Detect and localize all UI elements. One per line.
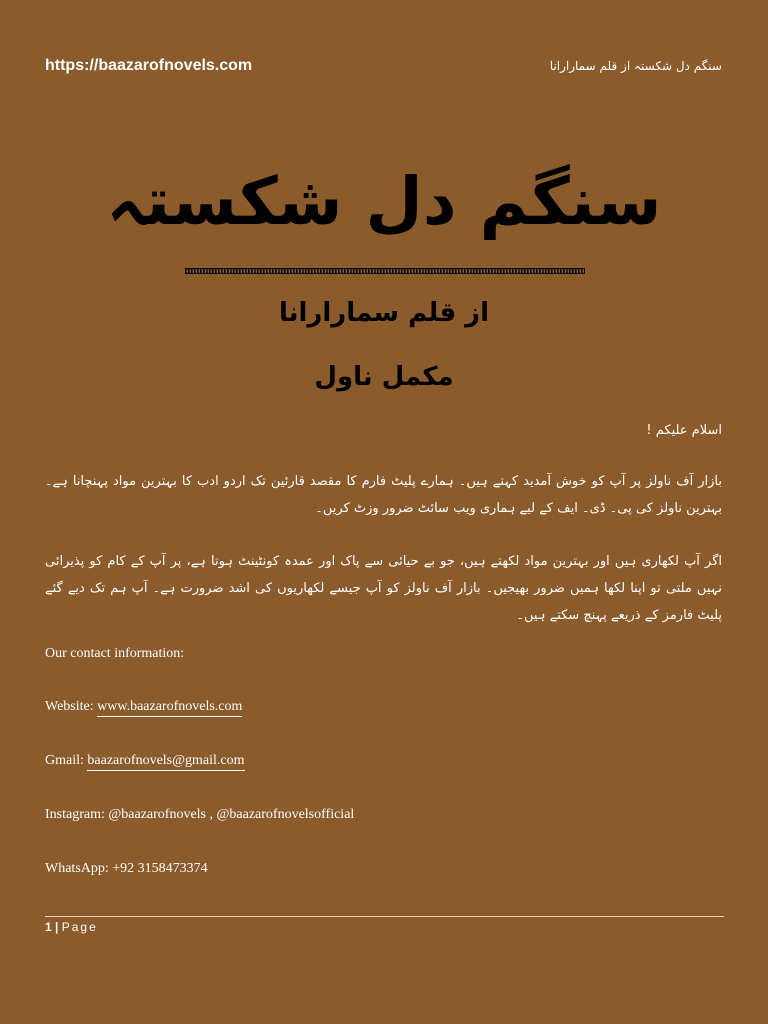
- instagram-handles: @baazarofnovels , @baazarofnovelsofficial: [108, 807, 355, 822]
- intro-paragraph: بازار آف ناولز پر آپ کو خوش آمدید کہتے ہیں۔ ہمارے پلیٹ فارم کا مقصد قارئین تک اردو ادب کا بہترین مواد پہنچانا ہے۔ بہترین ناولز کی پی۔ ڈی۔ ایف کے لیے ہماری ویب سائٹ ضرور وزٹ کریں۔: [45, 474, 722, 516]
- contact-gmail: [45, 751, 245, 771]
- footer-divider: [45, 916, 724, 917]
- page-number: 1: [45, 920, 52, 934]
- contact-whatsapp: [45, 859, 208, 879]
- gmail-label: Gmail:: [45, 753, 84, 768]
- header-site-url[interactable]: https://baazarofnovels.com: [45, 57, 253, 74]
- intro-text: [45, 468, 722, 655]
- novel-author: از قلم سمارارانا: [278, 298, 490, 328]
- intro-paragraph: اگر آپ لکھاری ہیں اور بہترین مواد لکھتے ہیں، جو بے حیائی سے پاک اور عمدہ کونٹینٹ ہوتا ہے، پر آپ کے کام کو پذیرائی نہیں ملتی تو اپنا لکھا ہمیں ضرور بھیجیں۔ بازار آف ناولز کو آپ جیسے لکھاریوں کی اشد ضرورت ہے۔ آپ ہم تک دیے گئے پلیٹ فارمز کے ذریعے پہنچ سکتے ہیں۔: [45, 554, 722, 623]
- whatsapp-number: +92 3158473374: [112, 861, 208, 876]
- page-label: Page: [61, 920, 98, 934]
- page-footer: [45, 919, 98, 935]
- contact-instagram: [45, 805, 354, 825]
- website-link[interactable]: www.baazarofnovels.com: [97, 699, 242, 717]
- title-divider: [185, 268, 585, 274]
- website-label: Website:: [45, 699, 94, 714]
- novel-status: مکمل ناول: [314, 362, 454, 392]
- footer-separator: |: [55, 920, 59, 934]
- novel-title: سنگم دل شکستہ: [106, 163, 662, 240]
- header-novel-title: سنگم دل شکستہ از قلم سمارارانا: [549, 59, 722, 73]
- whatsapp-label: WhatsApp:: [45, 861, 109, 876]
- greeting: اسلام علیکم !: [646, 423, 722, 438]
- instagram-label: Instagram:: [45, 807, 105, 822]
- contact-website: [45, 697, 242, 717]
- contact-heading: Our contact information:: [45, 646, 185, 661]
- gmail-link[interactable]: baazarofnovels@gmail.com: [87, 753, 244, 771]
